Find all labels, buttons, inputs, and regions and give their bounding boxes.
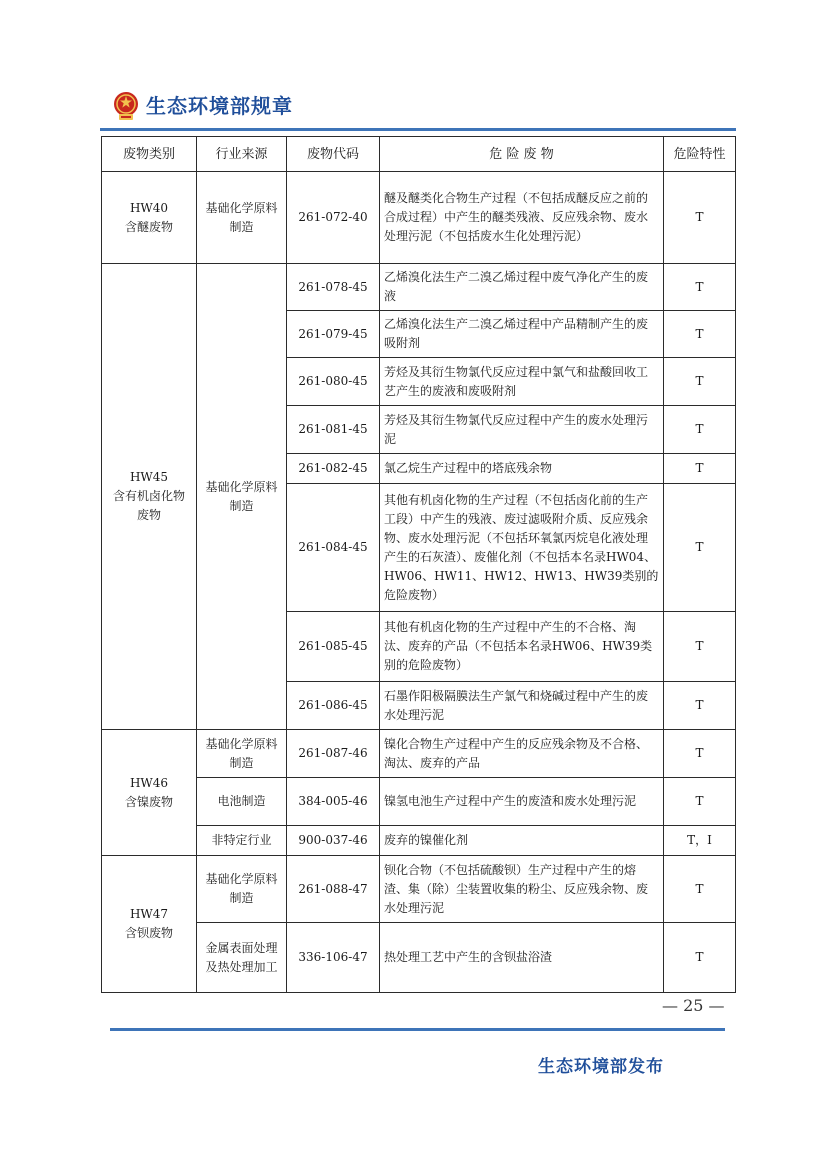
waste-code: 261-087-46 bbox=[287, 730, 380, 778]
industry-source: 基础化学原料制造 bbox=[197, 172, 287, 264]
waste-description: 其他有机卤化物的生产过程中产生的不合格、淘汰、废弃的产品（不包括本名录HW06、HW39类别的危险废物） bbox=[380, 612, 664, 682]
waste-code: 900-037-46 bbox=[287, 826, 380, 856]
waste-category: HW45 含有机卤化物 废物 bbox=[102, 264, 197, 730]
hazard-characteristic: T bbox=[664, 682, 736, 730]
hazard-characteristic: T bbox=[664, 358, 736, 406]
table-row bbox=[102, 172, 736, 264]
waste-description: 芳烃及其衍生物氯代反应过程中氯气和盐酸回收工艺产生的废液和废吸附剂 bbox=[380, 358, 664, 406]
hazard-characteristic: T bbox=[664, 264, 736, 311]
waste-code: 261-085-45 bbox=[287, 612, 380, 682]
waste-description: 芳烃及其衍生物氯代反应过程中产生的废水处理污泥 bbox=[380, 406, 664, 454]
hazard-characteristic: T bbox=[664, 311, 736, 358]
waste-description: 醚及醚类化合物生产过程（不包括成醚反应之前的合成过程）中产生的醚类残液、反应残余物、废水处理污泥（不包括废水生化处理污泥） bbox=[380, 172, 664, 264]
column-header: 行业来源 bbox=[197, 137, 287, 172]
hazard-characteristic: T bbox=[664, 778, 736, 826]
waste-code: 384-005-46 bbox=[287, 778, 380, 826]
national-emblem-icon bbox=[112, 90, 140, 122]
waste-code: 261-081-45 bbox=[287, 406, 380, 454]
waste-code: 261-084-45 bbox=[287, 484, 380, 612]
waste-description: 镍氢电池生产过程中产生的废渣和废水处理污泥 bbox=[380, 778, 664, 826]
column-header: 危险特性 bbox=[664, 137, 736, 172]
waste-description: 钡化合物（不包括硫酸钡）生产过程中产生的熔渣、集（除）尘装置收集的粉尘、反应残余物、废水处理污泥 bbox=[380, 856, 664, 923]
hazard-characteristic: T bbox=[664, 454, 736, 484]
waste-code: 261-088-47 bbox=[287, 856, 380, 923]
industry-source: 基础化学原料制造 bbox=[197, 856, 287, 923]
waste-description: 乙烯溴化法生产二溴乙烯过程中废气净化产生的废液 bbox=[380, 264, 664, 311]
hazard-characteristic: T bbox=[664, 730, 736, 778]
waste-description: 镍化合物生产过程中产生的反应残余物及不合格、淘汰、废弃的产品 bbox=[380, 730, 664, 778]
page-header-title: 生态环境部规章 bbox=[146, 94, 293, 118]
column-header: 废物类别 bbox=[102, 137, 197, 172]
waste-description: 热处理工艺中产生的含钡盐浴渣 bbox=[380, 923, 664, 993]
hazard-characteristic: T，I bbox=[664, 826, 736, 856]
waste-description: 其他有机卤化物的生产过程（不包括卤化前的生产工段）中产生的残液、废过滤吸附介质、反应残余物、废水处理污泥（不包括环氧氯丙烷皂化液处理产生的石灰渣）、废催化剂（不包括本名录HW04、HW06、HW11、HW12、HW13、HW39类别的危险废物） bbox=[380, 484, 664, 612]
hazard-characteristic: T bbox=[664, 923, 736, 993]
table-row bbox=[102, 856, 736, 923]
waste-description: 石墨作阳极隔膜法生产氯气和烧碱过程中产生的废水处理污泥 bbox=[380, 682, 664, 730]
waste-code: 261-079-45 bbox=[287, 311, 380, 358]
header-divider bbox=[100, 128, 736, 131]
waste-description: 乙烯溴化法生产二溴乙烯过程中产品精制产生的废吸附剂 bbox=[380, 311, 664, 358]
waste-code: 261-080-45 bbox=[287, 358, 380, 406]
footer-publisher: 生态环境部发布 bbox=[538, 1057, 664, 1077]
industry-source: 非特定行业 bbox=[197, 826, 287, 856]
table-row bbox=[102, 923, 736, 993]
table-row bbox=[102, 264, 736, 311]
column-header: 废物代码 bbox=[287, 137, 380, 172]
hazard-characteristic: T bbox=[664, 406, 736, 454]
table-row bbox=[102, 778, 736, 826]
waste-category: HW47 含钡废物 bbox=[102, 856, 197, 993]
industry-source: 电池制造 bbox=[197, 778, 287, 826]
table-header-row bbox=[102, 137, 736, 172]
hazard-characteristic: T bbox=[664, 172, 736, 264]
hazardous-waste-table bbox=[101, 136, 736, 993]
waste-category: HW46 含镍废物 bbox=[102, 730, 197, 856]
hazard-characteristic: T bbox=[664, 856, 736, 923]
waste-code: 336-106-47 bbox=[287, 923, 380, 993]
industry-source: 基础化学原料制造 bbox=[197, 264, 287, 730]
waste-code: 261-086-45 bbox=[287, 682, 380, 730]
industry-source: 基础化学原料制造 bbox=[197, 730, 287, 778]
waste-code: 261-082-45 bbox=[287, 454, 380, 484]
waste-code: 261-072-40 bbox=[287, 172, 380, 264]
waste-description: 氯乙烷生产过程中的塔底残余物 bbox=[380, 454, 664, 484]
waste-description: 废弃的镍催化剂 bbox=[380, 826, 664, 856]
page-number: — 25 — bbox=[662, 996, 725, 1015]
table-row bbox=[102, 826, 736, 856]
waste-code: 261-078-45 bbox=[287, 264, 380, 311]
waste-category: HW40 含醚废物 bbox=[102, 172, 197, 264]
column-header: 危 险 废 物 bbox=[380, 137, 664, 172]
hazard-characteristic: T bbox=[664, 612, 736, 682]
industry-source: 金属表面处理及热处理加工 bbox=[197, 923, 287, 993]
footer-divider bbox=[110, 1028, 725, 1031]
hazard-characteristic: T bbox=[664, 484, 736, 612]
table-row bbox=[102, 730, 736, 778]
